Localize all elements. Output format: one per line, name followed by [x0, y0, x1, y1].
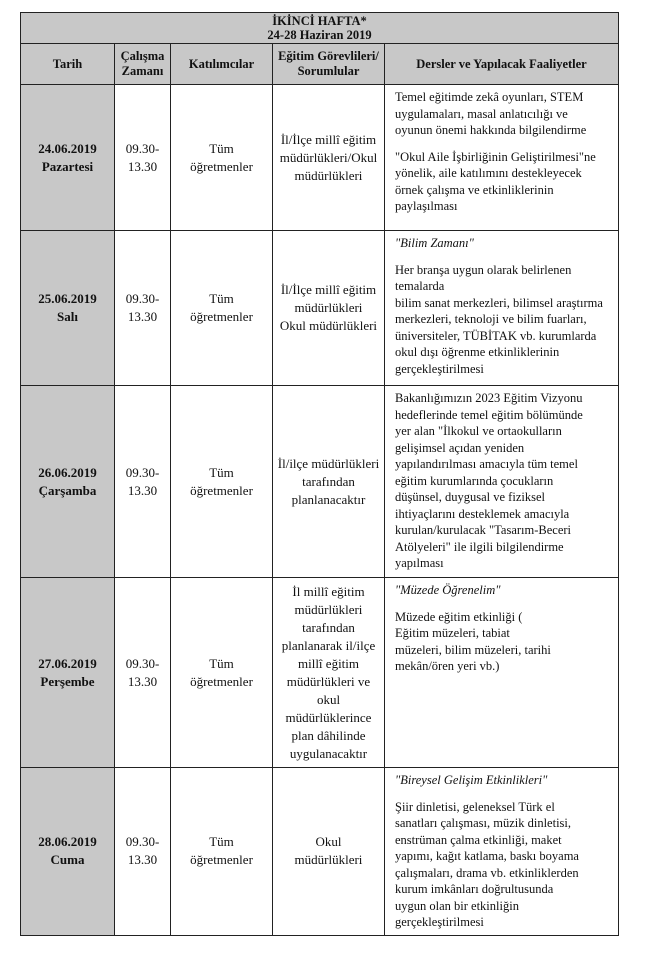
activity-line: "Okul Aile İşbirliğinin Geliştirilmesi"ne — [395, 149, 596, 164]
activity-line: üniversiteler, TÜBİTAK vb. kurumlarda — [395, 328, 597, 343]
duty-cell — [273, 578, 385, 768]
activities-cell — [385, 386, 619, 578]
participants-line1: Tüm — [209, 655, 234, 671]
date-text: 24.06.2019 — [38, 140, 97, 156]
participants-cell — [171, 578, 273, 768]
duty-cell — [273, 85, 385, 231]
activity-line: paylaşılması — [395, 199, 458, 213]
time-end: 13.30 — [127, 852, 158, 868]
duty-line: müdürlükleri — [294, 601, 363, 617]
activity-line: uygun olan bir etkinliğin — [395, 898, 519, 913]
activity-line: kurum imkânları doğrultusunda — [395, 882, 554, 896]
time-cell — [115, 85, 171, 231]
activity-line: Temel eğitimde zekâ oyunları, STEM — [395, 90, 584, 104]
activity-line: ihtiyaçlarını desteklemek amacıyla — [395, 506, 570, 521]
date-cell — [21, 768, 115, 936]
day-row — [21, 85, 619, 231]
activity-line: çalışmaları, drama vb. etkinliklerden — [395, 865, 579, 880]
schedule-rows — [21, 85, 619, 936]
activity-line: Eğitim müzeleri, tabiat — [395, 626, 510, 640]
participants-cell — [171, 231, 273, 386]
day-name: Salı — [57, 309, 78, 324]
activity-line: mekân/ören yeri vb.) — [395, 659, 500, 673]
activity-line: Şiir dinletisi, geleneksel Türk el — [395, 799, 555, 814]
column-header-date: Tarih — [21, 44, 115, 85]
duty-cell — [273, 386, 385, 578]
column-header-participants: Katılımcılar — [171, 44, 273, 85]
participants-line2: öğretmenler — [190, 482, 253, 498]
participants-line1: Tüm — [209, 140, 234, 156]
duty-line: planlanacaktır — [291, 491, 366, 507]
date-cell — [21, 231, 115, 386]
time-start: 09.30- — [125, 834, 160, 850]
activity-line: yapımı, kağıt katlama, baskı boyama — [395, 849, 579, 863]
time-start: 09.30- — [125, 140, 160, 156]
activity-title: "Bilim Zamanı" — [395, 236, 474, 250]
participants-line2: öğretmenler — [190, 673, 253, 689]
column-header-duty — [273, 44, 385, 85]
activity-line: gerçekleştirilmesi — [395, 361, 484, 376]
participants-line2: öğretmenler — [190, 852, 253, 868]
duty-line: Okul — [315, 834, 342, 850]
time-end: 13.30 — [127, 309, 158, 324]
participants-line2: öğretmenler — [190, 158, 253, 174]
column-header-activities: Dersler ve Yapılacak Faaliyetler — [385, 44, 619, 85]
participants-cell — [171, 85, 273, 231]
week-dates: 24-28 Haziran 2019 — [267, 28, 372, 42]
day-row — [21, 768, 619, 936]
activity-line: Bakanlığımızın 2023 Eğitim Vizyonu — [395, 391, 583, 405]
activity-line: yapılması — [395, 556, 444, 570]
activity-line: bilim sanat merkezleri, bilimsel araştırma — [395, 295, 603, 310]
activity-line: gerçekleştirilmesi — [395, 915, 484, 929]
activity-line: yönelik, aile katılımını destekleyecek — [395, 166, 582, 180]
activity-line: enstrüman çalma etkinliği, maket — [395, 832, 562, 847]
activity-line: merkezleri, teknoloji ve bilim fuarları, — [395, 312, 587, 326]
column-header-duty-line2: Sorumlular — [297, 64, 360, 78]
activity-line: yer alan "İlkokul ve ortaokulların — [395, 424, 562, 438]
activity-title: "Müzede Öğrenelim" — [395, 583, 501, 597]
column-header-duty-line1: Eğitim Görevlileri/ — [278, 49, 379, 63]
activity-line: Her branşa uygun olarak belirlenen temalarda — [395, 262, 572, 293]
day-row — [21, 231, 619, 386]
time-start: 09.30- — [125, 291, 160, 306]
date-cell — [21, 85, 115, 231]
time-cell — [115, 386, 171, 578]
column-header-time-line2: Zamanı — [121, 64, 164, 78]
duty-cell — [273, 768, 385, 936]
activities-cell — [385, 578, 619, 768]
duty-line: tarafından — [302, 619, 355, 635]
activity-line: hedeflerinde temel eğitim bölümünde — [395, 407, 583, 422]
participants-line1: Tüm — [209, 464, 234, 480]
duty-line: müdürlükleri/Okul — [279, 149, 378, 165]
time-end: 13.30 — [127, 482, 158, 498]
duty-line: Okul müdürlükleri — [279, 318, 378, 333]
participants-cell — [171, 768, 273, 936]
duty-line: millî eğitim — [297, 655, 360, 671]
time-end: 13.30 — [127, 158, 158, 174]
activity-line: düşünsel, duygusal ve fiziksel — [395, 490, 545, 504]
activity-line: oyunun önemi hakkında bilgilendirme — [395, 123, 587, 137]
day-row — [21, 578, 619, 768]
duty-line: tarafından — [302, 473, 355, 489]
duty-line: müdürlükleri — [294, 852, 363, 868]
activity-line: müzeleri, bilim müzeleri, tarihi — [395, 642, 551, 657]
participants-line1: Tüm — [209, 291, 234, 306]
column-header-time-line1: Çalışma — [120, 49, 165, 63]
activity-line: okul dışı öğrenme etkinliklerinin — [395, 345, 560, 359]
day-row — [21, 386, 619, 578]
duty-line: İl/İlçe millî eğitim — [280, 282, 377, 297]
date-cell — [21, 386, 115, 578]
duty-line: İl/İlçe millî eğitim — [280, 131, 377, 147]
time-cell — [115, 231, 171, 386]
time-start: 09.30- — [125, 464, 160, 480]
duty-line: müdürlükleri — [294, 300, 363, 315]
date-text: 27.06.2019 — [38, 655, 97, 671]
time-end: 13.30 — [127, 673, 158, 689]
activities-cell — [385, 231, 619, 386]
duty-line: müdürlüklerince — [285, 709, 372, 725]
date-text: 28.06.2019 — [38, 834, 97, 850]
activity-line: örnek çalışma ve etkinliklerinin — [395, 182, 554, 197]
activity-line: gelişimsel açıdan yeniden — [395, 440, 525, 455]
day-name: Çarşamba — [38, 482, 97, 498]
time-cell — [115, 578, 171, 768]
participants-line2: öğretmenler — [190, 309, 253, 324]
activity-line: Atölyeleri" ile ilgili bilgilendirme — [395, 539, 564, 554]
date-text: 25.06.2019 — [38, 291, 97, 306]
date-text: 26.06.2019 — [38, 464, 97, 480]
day-name: Cuma — [50, 852, 85, 868]
week-header — [21, 13, 619, 44]
activities-cell — [385, 85, 619, 231]
duty-line: müdürlükleri — [294, 167, 363, 183]
activity-line: kurulan/kurulacak "Tasarım-Beceri — [395, 523, 572, 537]
time-start: 09.30- — [125, 655, 160, 671]
column-header-row — [21, 44, 619, 85]
time-cell — [115, 768, 171, 936]
week-title: İKİNCİ HAFTA* — [272, 14, 367, 28]
activity-line: Müzede eğitim etkinliği ( — [395, 609, 523, 624]
column-header-time — [115, 44, 171, 85]
schedule-table — [20, 12, 619, 936]
duty-line: İl millî eğitim — [292, 583, 365, 599]
duty-line: okul — [316, 691, 341, 707]
duty-cell — [273, 231, 385, 386]
duty-line: müdürlükleri ve — [286, 673, 371, 689]
participants-line1: Tüm — [209, 834, 234, 850]
activity-title: "Bireysel Gelişim Etkinlikleri" — [395, 773, 548, 787]
date-cell — [21, 578, 115, 768]
day-name: Perşembe — [40, 673, 95, 689]
activity-line: sanatları çalışması, müzik dinletisi, — [395, 816, 572, 830]
participants-cell — [171, 386, 273, 578]
duty-line: plan dâhilinde — [291, 727, 366, 743]
duty-line: uygulanacaktır — [289, 745, 368, 761]
activity-line: eğitim kurumlarında çocukların — [395, 473, 554, 488]
activity-line: uygulamaları, masal anlatıcılığı ve — [395, 106, 568, 121]
activity-line: yapılandırılması amacıyla tüm temel — [395, 457, 578, 471]
activities-cell — [385, 768, 619, 936]
activity-spacer — [395, 139, 614, 149]
day-name: Pazartesi — [41, 158, 94, 174]
duty-line: İl/ilçe müdürlükleri — [277, 455, 380, 471]
duty-line: planlanarak il/ilçe — [281, 637, 376, 653]
